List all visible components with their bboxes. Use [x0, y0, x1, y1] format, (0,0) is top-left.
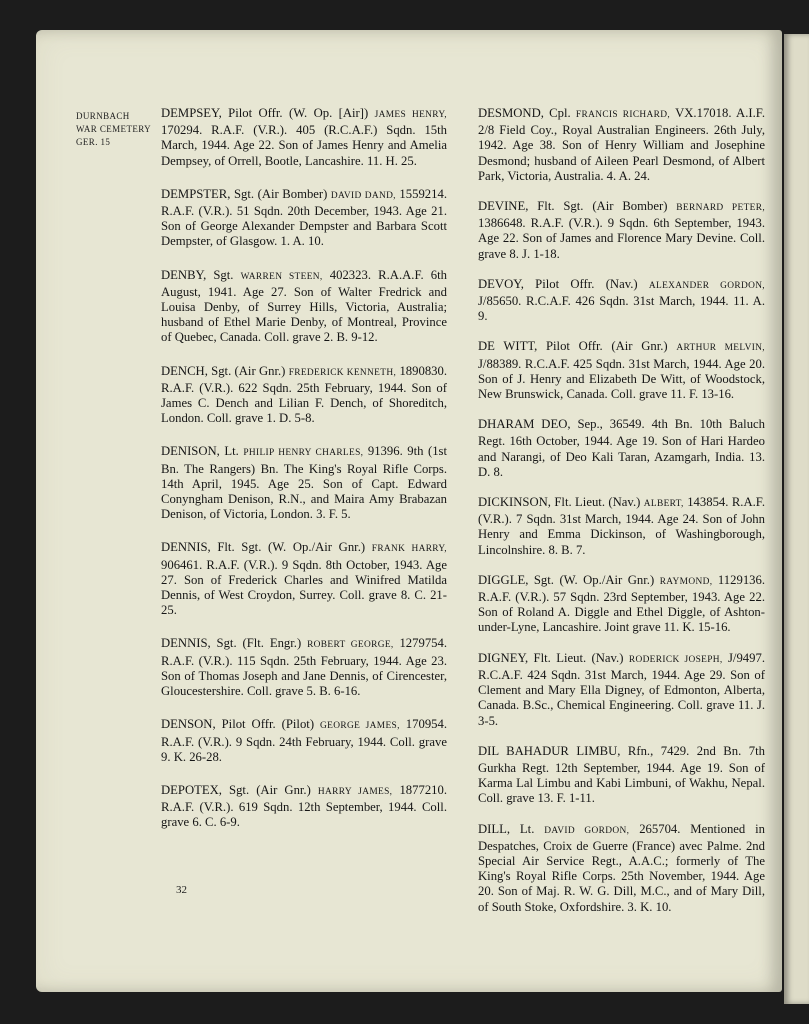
right-column — [478, 106, 765, 930]
entry-name: DICKINSON, Flt. Lieut. (Nav.) — [478, 495, 641, 510]
entry-forenames: RAYMOND, — [659, 576, 713, 587]
entry-details: 1877210. R.A.F. (V.R.). 619 Sqdn. 12th September, 1944. Coll. grave 6. C. 6-9. — [161, 782, 448, 830]
entry-name: DIL BAHADUR LIMBU, Rfn., 7429. — [478, 743, 690, 758]
next-page-edge — [784, 34, 809, 1004]
entry — [478, 495, 765, 558]
entry-name: DEMPSTER, Sgt. (Air Bomber) — [161, 186, 328, 201]
entry-name: DEPOTEX, Sgt. (Air Gnr.) — [161, 782, 311, 797]
entry — [478, 277, 765, 325]
entry-details: 402323. R.A.A.F. 6th August, 1941. Age 27. Son of Walter Fredrick and Louisa Denby, of Surrey Hills, Victoria, Australia; husband of Ethel Marie Denby, of Montreal, Province of Quebec, Canada. Coll. grave 2. B. 9-12. — [161, 267, 448, 345]
cemetery-line-3: GER. 15 — [76, 136, 111, 147]
entry — [161, 364, 447, 427]
entry-name: DEMPSEY, Pilot Offr. (W. Op. [Air]) — [161, 106, 369, 120]
entry-forenames: DAVID DAND, — [330, 190, 396, 201]
entry-details: 143854. R.A.F. (V.R.). 7 Sqdn. 31st March, 1944. Age 24. Son of John Henry and Emma Dickinson, of Washingborough, Lincolnshire. 8. B. 7. — [478, 495, 766, 557]
left-column — [161, 106, 447, 849]
entry-name: DENBY, Sgt. — [161, 267, 234, 282]
entry — [161, 717, 447, 765]
entry-forenames: ALEXANDER GORDON, — [648, 280, 766, 291]
entry-forenames: WARREN STEEN, — [240, 271, 323, 282]
entry — [478, 339, 765, 402]
entry-forenames: PHILIP HENRY CHARLES, — [243, 448, 364, 459]
entry — [478, 573, 765, 636]
entry-name: DIGGLE, Sgt. (W. Op./Air Gnr.) — [478, 572, 655, 587]
entry-name: DE WITT, Pilot Offr. (Air Gnr.) — [478, 339, 668, 354]
entry-name: DEVOY, Pilot Offr. (Nav.) — [478, 276, 638, 291]
entry-details: 2nd Bn. 7th Gurkha Regt. 12th September, 1944. Age 19. Son of Karma Lal Limbu and Kabi Limbuni, of Wakhu, Nepal. Coll. grave 13. F. 1-11. — [478, 743, 765, 806]
entry-forenames: ALBERT, — [643, 499, 684, 510]
entry-details: 1559214. R.A.F. (V.R.). 51 Sqdn. 20th December, 1943. Age 21. Son of George Alexander Dempster and Barbara Scott Dempster, of Glasgow. 1. A. 10. — [161, 186, 447, 249]
entry-name: DENISON, Lt. — [161, 444, 239, 459]
entry-details: J/88389. R.C.A.F. 425 Sqdn. 31st March, 1944. Age 20. Son of J. Henry and Elizabeth De Witt, of Woodstock, New Brunswick, Canada. Coll. grave 11. F. 13-16. — [478, 356, 765, 402]
entry — [161, 187, 447, 250]
entry — [478, 417, 765, 480]
entry-name: DILL, Lt. — [478, 821, 535, 836]
entry-name: DHARAM DEO, Sep., 36549. — [478, 417, 645, 432]
entry — [478, 199, 765, 262]
entry-forenames: FRANCIS RICHARD, — [575, 110, 671, 120]
entry — [478, 106, 765, 184]
entry-details: 91396. 9th (1st Bn. The Rangers) Bn. The King's Royal Rifle Corps. 14th April, 1945. Age 25. Son of Capt. Edward Conyngham Denison, R.N., and Maira Amy Brabazan Denison, of Victoria, London. 3. F. 5. — [161, 444, 448, 522]
entry-details: 265704. Mentioned in Despatches, Croix de Guerre (France) avec Palme. 2nd Special Air Service Regt., A.A.C.; formerly of The King's Royal Rifle Corps. 25th November, 1944. Age 20. Son of Maj. R. W. G. Dill, M.C., and of Mary Dill, of South Stoke, Oxfordshire. 3. K. 10. — [478, 821, 766, 914]
entry — [478, 651, 765, 729]
entry-forenames: BERNARD PETER, — [676, 203, 766, 214]
entry-name: DENCH, Sgt. (Air Gnr.) — [161, 363, 286, 378]
cemetery-line-2: WAR CEMETERY — [76, 123, 152, 134]
entry-name: DENSON, Pilot Offr. (Pilot) — [161, 717, 315, 732]
entry — [478, 744, 765, 807]
cemetery-reference — [76, 110, 158, 148]
entry — [161, 540, 447, 618]
entry-details: 170954. R.A.F. (V.R.). 9 Sqdn. 24th February, 1944. Coll. grave 9. K. 26-28. — [161, 717, 448, 764]
entry-details: VX.17018. A.I.F. 2/8 Field Coy., Royal Australian Engineers. 26th July, 1942. Age 38. Son of Henry William and Josephine Desmond; husband of Aileen Pearl Desmond, of Albert Park, Victoria, Australia. 4. A. 24. — [478, 106, 765, 183]
entry-name: DEVINE, Flt. Sgt. (Air Bomber) — [478, 199, 668, 214]
entry-forenames: ARTHUR MELVIN, — [676, 343, 765, 354]
entry-forenames: GEORGE JAMES, — [320, 721, 400, 732]
entry-forenames: RODERICK JOSEPH, — [628, 654, 723, 665]
entry-forenames: DAVID GORDON, — [544, 825, 630, 836]
entry-details: 1890830. R.A.F. (V.R.). 622 Sqdn. 25th February, 1944. Son of James C. Dench and Lilian F. Dench, of Shoreditch, London. Coll. grave 1. D. 5-8. — [161, 363, 448, 426]
entry-name: DESMOND, Cpl. — [478, 106, 571, 120]
entry — [478, 822, 765, 915]
entry-forenames: ROBERT GEORGE, — [307, 640, 394, 651]
cemetery-line-1: DURNBACH — [76, 111, 130, 121]
entry-details: 170294. R.A.F. (V.R.). 405 (R.C.A.F.) Sqdn. 15th March, 1944. Age 22. Son of James Henry and Amelia Dempsey, of Orrell, Bootle, Lancashire. 11. H. 25. — [161, 123, 447, 168]
entry-details: 1279754. R.A.F. (V.R.). 115 Sqdn. 25th February, 1944. Age 23. Son of Thomas Joseph and Jane Dennis, of Cirencester, Gloucestershire. Coll. grave 5. B. 6-16. — [161, 636, 448, 699]
entry — [161, 444, 447, 522]
entry — [161, 268, 447, 346]
entry-details: 1386648. R.A.F. (V.R.). 9 Sqdn. 6th September, 1943. Age 22. Son of James and Florence Mary Devine. Coll. grave 8. J. 1-18. — [478, 216, 765, 261]
entry-forenames: HARRY JAMES, — [317, 786, 393, 797]
entry-details: 1129136. R.A.F. (V.R.). 57 Sqdn. 23rd September, 1943. Age 22. Son of Roland A. Diggle and Ethel Diggle, of Ashton-under-Lyne, Lancashire. Joint grave 11. K. 15-16. — [478, 572, 766, 635]
entry-forenames: FREDERICK KENNETH, — [288, 367, 397, 378]
entry-details: 906461. R.A.F. (V.R.). 9 Sqdn. 8th October, 1943. Age 27. Son of Frederick Charles and Winifred Matilda Dennis, of West Croydon, Surrey. Coll. grave 8. C. 21-25. — [161, 557, 447, 618]
entry-forenames: JAMES HENRY, — [374, 110, 447, 120]
entry-forenames: FRANK HARRY, — [371, 544, 447, 555]
entry-details: J/9497. R.C.A.F. 424 Sqdn. 31st March, 1944. Age 29. Son of Clement and Mary Ella Digney, of Edmonton, Alberta, Canada. B.Sc., Chemical Engineering. Coll. grave 11. J. 3-5. — [478, 650, 766, 728]
entry-name: DENNIS, Flt. Sgt. (W. Op./Air Gnr.) — [161, 540, 366, 555]
entry — [161, 106, 447, 169]
entry-details: 4th Bn. 10th Baluch Regt. 16th October, 1944. Age 19. Son of Hari Hardeo and Narangi, of Deo Kali Taran, Azamgarh, India. 13. D. 8. — [478, 417, 766, 479]
entry-details: J/85650. R.C.A.F. 426 Sqdn. 31st March, 1944. 11. A. 9. — [478, 294, 765, 324]
page-number: 32 — [176, 884, 187, 896]
entry-name: DIGNEY, Flt. Lieut. (Nav.) — [478, 650, 624, 665]
entry-name: DENNIS, Sgt. (Flt. Engr.) — [161, 636, 302, 651]
entry — [161, 783, 447, 831]
entry — [161, 636, 447, 699]
